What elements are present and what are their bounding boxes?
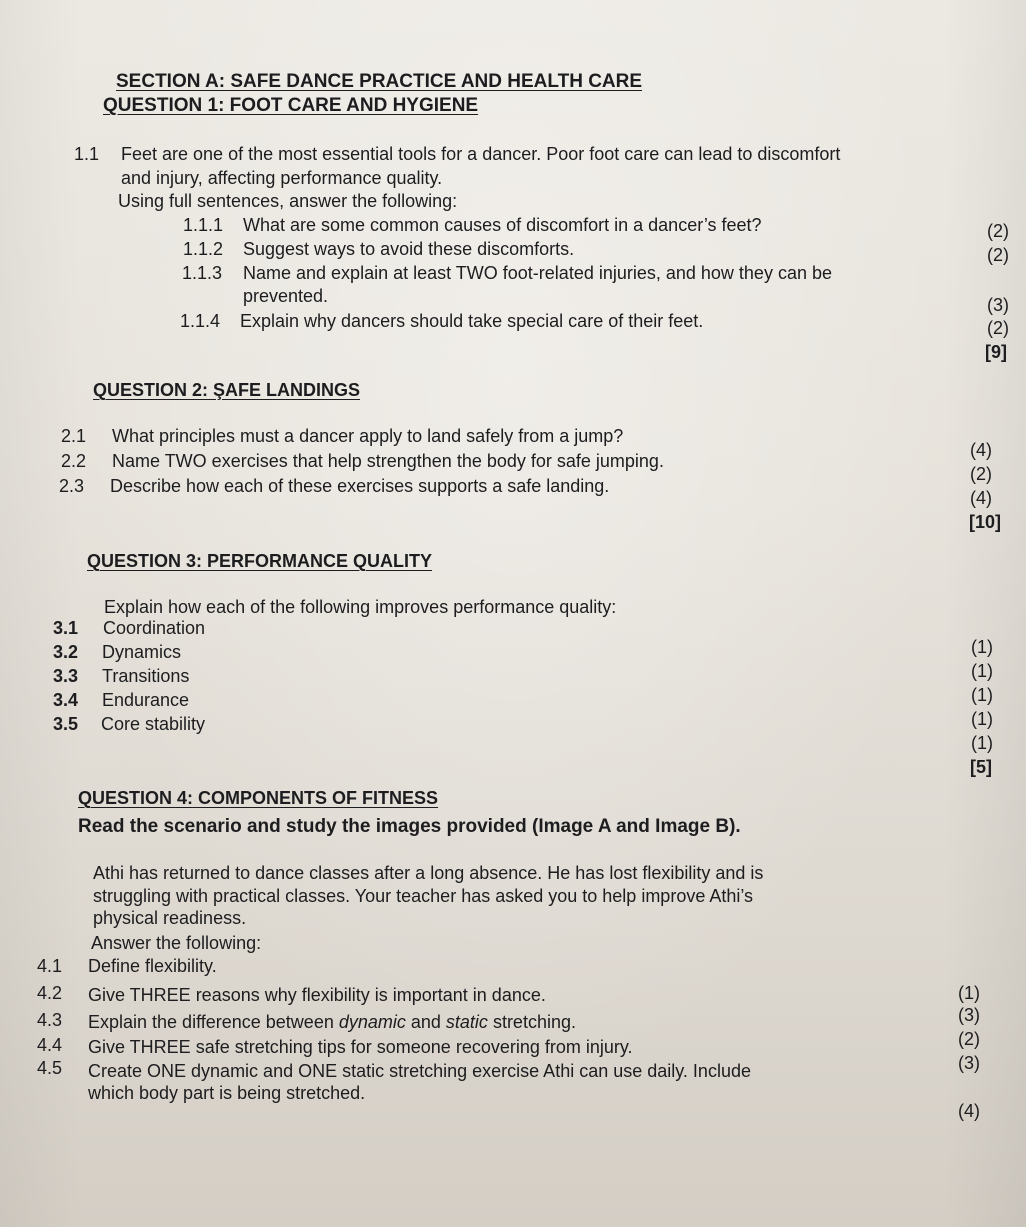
- q4-heading: QUESTION 4: COMPONENTS OF FITNESS: [78, 788, 439, 808]
- q3-heading: QUESTION 3: PERFORMANCE QUALITY: [87, 551, 433, 571]
- q1-heading: QUESTION 1: FOOT CARE AND HYGIENE: [103, 95, 479, 116]
- q4-marks: (2): [958, 1029, 980, 1049]
- q4-item-number: 4.1: [37, 956, 63, 976]
- q4-marks: (4): [958, 1101, 980, 1121]
- q4-scenario-line-1: Athi has returned to dance classes after a long absence. He has lost flexibility and is: [93, 863, 764, 883]
- q4-item-text: Explain the difference between dynamic and static stretching.: [88, 1012, 576, 1032]
- q4-answer-prompt: Answer the following:: [91, 933, 262, 953]
- q3-item-text: Coordination: [103, 618, 206, 638]
- q3-item-number: 3.3: [53, 666, 79, 686]
- q1-total: [9]: [985, 342, 1007, 362]
- q3-marks: (1): [971, 709, 993, 729]
- q3-item-text: Dynamics: [102, 642, 182, 662]
- q4-marks: (1): [958, 983, 980, 1003]
- section-title: SECTION A: SAFE DANCE PRACTICE AND HEALTH CARE: [116, 71, 643, 92]
- q2-item-number: 2.3: [59, 476, 85, 496]
- q3-intro: Explain how each of the following improves performance quality:: [104, 597, 617, 617]
- q4-item-number: 4.3: [37, 1010, 63, 1030]
- q4-item-text: Give THREE reasons why flexibility is important in dance.: [88, 985, 546, 1005]
- q2-heading: QUESTION 2: ŞAFE LANDINGS: [93, 380, 361, 400]
- q4-instruction: Read the scenario and study the images provided (Image A and Image B).: [78, 816, 741, 837]
- q2-item-marks: (2): [970, 464, 992, 484]
- q1-item-number: 1.1.3: [182, 263, 223, 283]
- q3-item-number: 3.4: [53, 690, 79, 710]
- q1-intro-line-3: Using full sentences, answer the following:: [118, 191, 458, 211]
- q2-item-marks: (4): [970, 440, 992, 460]
- q4-item-text: Define flexibility.: [88, 956, 217, 976]
- q3-total: [5]: [970, 757, 992, 777]
- q1-item-marks: (2): [987, 318, 1009, 338]
- q1-intro-line-1: Feet are one of the most essential tools for a dancer. Poor foot care can lead to discomfort: [121, 144, 841, 164]
- q2-item-number: 2.1: [61, 426, 87, 446]
- q1-item-text: What are some common causes of discomfort in a dancer’s feet?: [243, 215, 762, 235]
- q1-item-marks: (2): [987, 221, 1009, 241]
- q1-item-number: 1.1.4: [180, 311, 221, 331]
- q4-item-number: 4.5: [37, 1058, 63, 1078]
- q1-item-text: Explain why dancers should take special care of their feet.: [240, 311, 704, 331]
- q1-intro-line-2: and injury, affecting performance quality.: [121, 168, 443, 188]
- q2-item-text: Describe how each of these exercises supports a safe landing.: [110, 476, 610, 496]
- q4-scenario-line-2: struggling with practical classes. Your teacher has asked you to help improve Athi’s: [93, 886, 754, 906]
- q4-item-number: 4.4: [37, 1035, 63, 1055]
- q3-marks: (1): [971, 661, 993, 681]
- q2-total: [10]: [969, 512, 1002, 532]
- q4-item-number: 4.2: [37, 983, 63, 1003]
- q3-item-number: 3.1: [53, 618, 79, 638]
- q2-item-text: What principles must a dancer apply to land safely from a jump?: [112, 426, 624, 446]
- q2-item-text: Name TWO exercises that help strengthen the body for safe jumping.: [112, 451, 664, 471]
- q1-item-number: 1.1.1: [183, 215, 224, 235]
- q1-intro-number: 1.1: [74, 144, 100, 164]
- q3-item-text: Core stability: [101, 714, 206, 734]
- q3-item-number: 3.5: [53, 714, 79, 734]
- q3-marks: (1): [971, 637, 993, 657]
- q3-item-text: Endurance: [102, 690, 190, 710]
- q3-marks: (1): [971, 685, 993, 705]
- q2-item-number: 2.2: [61, 451, 87, 471]
- q4-item-text-continued: which body part is being stretched.: [88, 1083, 366, 1103]
- q4-marks: (3): [958, 1005, 980, 1025]
- q3-item-number: 3.2: [53, 642, 79, 662]
- q3-marks: (1): [971, 733, 993, 753]
- q1-item-text-continued: prevented.: [243, 286, 329, 306]
- q1-item-number: 1.1.2: [183, 239, 224, 259]
- q4-item-text: Create ONE dynamic and ONE static stretching exercise Athi can use daily. Include: [88, 1061, 751, 1081]
- q2-item-marks: (4): [970, 488, 992, 508]
- q4-item-text: Give THREE safe stretching tips for someone recovering from injury.: [88, 1037, 633, 1057]
- q3-item-text: Transitions: [102, 666, 190, 686]
- q1-item-marks: (3): [987, 295, 1009, 315]
- q4-marks: (3): [958, 1053, 980, 1073]
- q1-item-text: Name and explain at least TWO foot-related injuries, and how they can be: [243, 263, 832, 283]
- q1-item-text: Suggest ways to avoid these discomforts.: [243, 239, 575, 259]
- q1-item-marks: (2): [987, 245, 1009, 265]
- q4-scenario-line-3: physical readiness.: [93, 908, 247, 928]
